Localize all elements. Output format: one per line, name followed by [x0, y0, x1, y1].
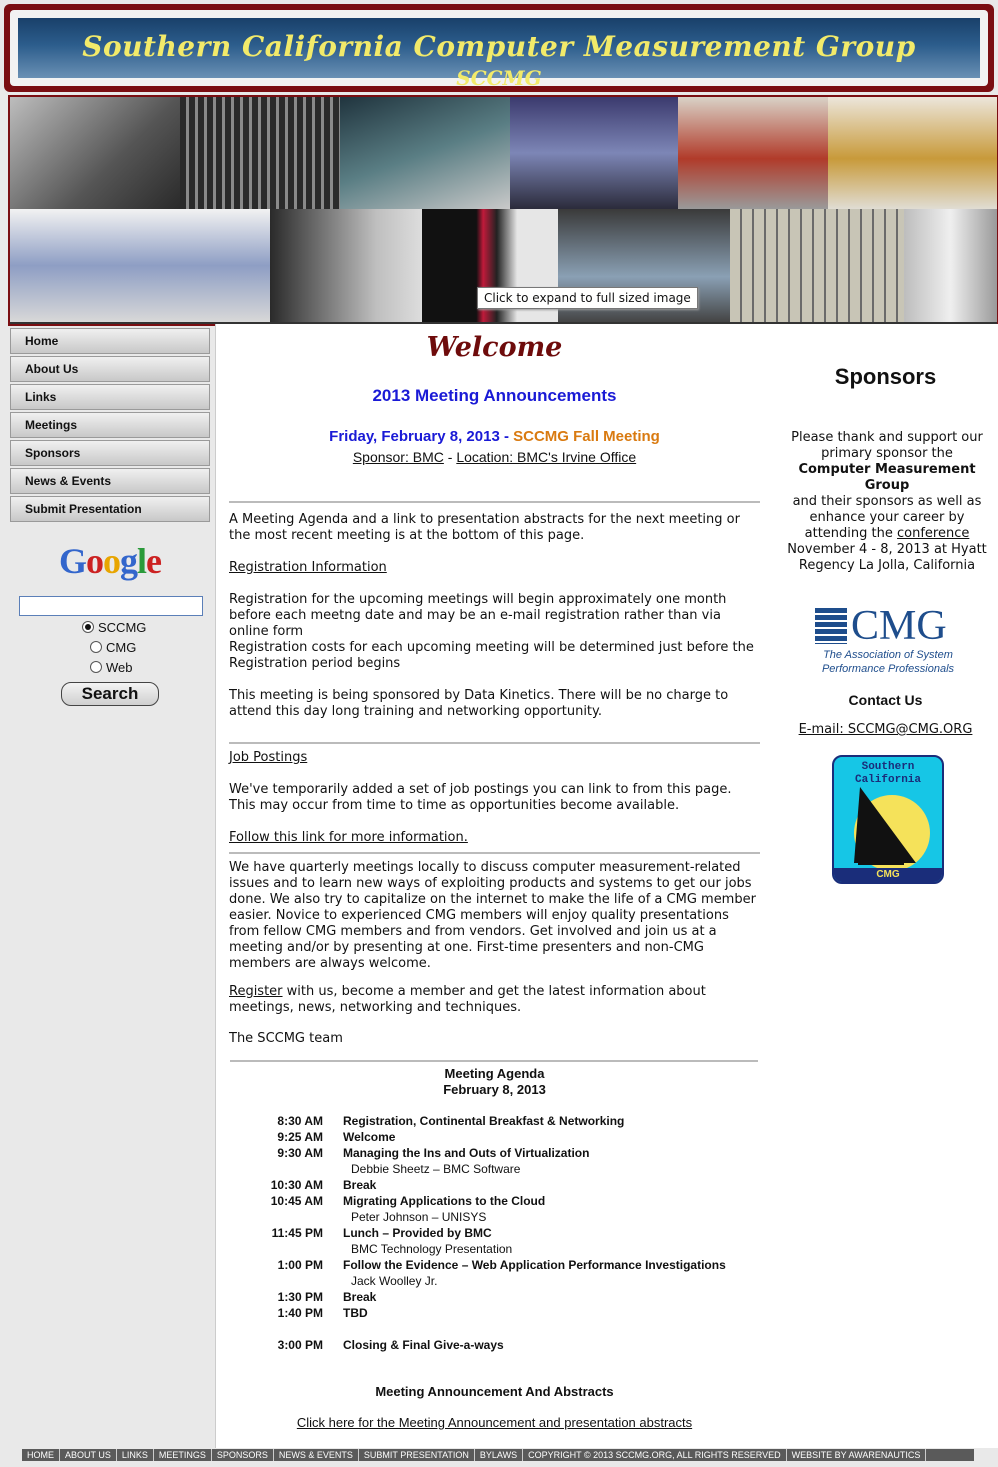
site-banner [4, 4, 994, 92]
sailboat-icon [844, 777, 924, 869]
welcome-heading: Welcome [426, 332, 563, 363]
agenda-time: 1:00 PM [277, 1258, 323, 1272]
collage-tooltip: Click to expand to full sized image [477, 287, 698, 309]
intro-text: A Meeting Agenda and a link to presentation abstracts for the next meeting or the most recent meeting is at the bottom of this page. [229, 512, 740, 543]
agenda-item: Welcome [343, 1130, 396, 1144]
main-content [215, 324, 774, 1448]
nav-news-events[interactable]: News & Events [10, 468, 210, 494]
cmg-logo[interactable] [813, 603, 963, 678]
meeting-headline [216, 428, 773, 445]
sponsor-text-3: November 4 - 8, 2013 at Hyatt Regency La Jolla, California [787, 542, 987, 573]
badge-text-1: Southern [861, 761, 915, 773]
search-option-sccmg[interactable] [10, 620, 210, 638]
cmg-stripes-icon [815, 608, 847, 644]
job-postings-text: We've temporarily added a set of job postings you can link to from this page. This may occur from time to time as opportunities become available. [229, 782, 732, 813]
cmg-tagline-2: Performance Professionals [821, 663, 955, 675]
agenda-time: 9:30 AM [277, 1146, 323, 1160]
footer-about-link[interactable]: ABOUT US [60, 1449, 117, 1461]
cmg-tagline-1: The Association of System [823, 649, 953, 661]
agenda-date: February 8, 2013 [443, 1082, 546, 1097]
nav-links[interactable]: Links [10, 384, 210, 410]
site-subtitle: SCCMG [456, 66, 542, 90]
sponsor-text [787, 430, 987, 574]
sponsor-text-2: and their sponsors as well as enhance your career by attending the [792, 494, 982, 541]
agenda-item: Managing the Ins and Outs of Virtualization [343, 1146, 590, 1160]
nav-submit-presentation[interactable]: Submit Presentation [10, 496, 210, 522]
sponsor-link[interactable]: Sponsor: BMC [352, 449, 444, 465]
collage-photo [510, 97, 678, 209]
abstracts-link-row [216, 1415, 773, 1430]
nav-home[interactable]: Home [10, 328, 210, 354]
registration-text-1: Registration for the upcoming meetings will begin approximately one month before each meetng date and may be an e-mail registration rather than via online form [229, 592, 727, 639]
agenda-item: Registration, Continental Breakfast & Networking [343, 1114, 625, 1128]
footer-credit[interactable]: WEBSITE BY AWARENAUTICS [787, 1449, 927, 1461]
right-sidebar [773, 324, 998, 1448]
agenda-item: Closing & Final Give-a-ways [343, 1338, 504, 1352]
banner-panel [18, 18, 980, 90]
google-logo: Google [58, 541, 161, 581]
radio-label: Web [106, 660, 133, 675]
agenda-item: Follow the Evidence – Web Application Performance Investigations [343, 1258, 726, 1272]
nav-meetings[interactable]: Meetings [10, 412, 210, 438]
register-link[interactable]: Register [229, 984, 283, 999]
meeting-name: SCCMG Fall Meeting [513, 428, 660, 445]
agenda-title: Meeting Agenda [444, 1066, 545, 1081]
collage-photo [10, 209, 270, 322]
divider [229, 852, 760, 854]
register-rest: with us, become a member and get the latest information about meetings, news, networking and techniques. [229, 984, 706, 1015]
footer-copyright: COPYRIGHT © 2013 SCCMG.ORG, ALL RIGHTS RESERVED [523, 1449, 787, 1461]
job-postings-link[interactable]: Follow this link for more information. [229, 830, 468, 845]
search-input[interactable] [19, 596, 203, 616]
collage-photo [340, 97, 510, 209]
collage-photo [10, 97, 180, 209]
agenda-item: TBD [343, 1306, 368, 1320]
nav-sponsors[interactable]: Sponsors [10, 440, 210, 466]
sponsor-text-1: Please thank and support our primary sponsor the [791, 430, 983, 461]
divider [229, 501, 760, 503]
agenda-time: 9:25 AM [277, 1130, 323, 1144]
abstracts-title: Meeting Announcement And Abstracts [375, 1384, 614, 1399]
footer-home-link[interactable]: HOME [22, 1449, 60, 1461]
agenda-item: Lunch – Provided by BMC [343, 1226, 492, 1240]
collage-photo [828, 97, 997, 209]
agenda-time: 11:45 PM [271, 1226, 323, 1240]
collage-photo [904, 209, 997, 322]
job-postings-heading: Job Postings [229, 750, 308, 765]
registration-heading: Registration Information [229, 560, 387, 575]
sponsorship-text: This meeting is being sponsored by Data Kinetics. There will be no charge to attend this day long training and networking opportunity. [229, 688, 729, 719]
abstracts-link[interactable]: Click here for the Meeting Announcement and presentation abstracts [296, 1415, 693, 1430]
search-button[interactable]: Search [61, 682, 159, 706]
badge-text-2: California [854, 774, 921, 786]
contact-title: Contact Us [848, 692, 923, 708]
registration-text-2: Registration costs for each upcoming meeting will be determined just before the Registration period begins [229, 640, 754, 671]
agenda-time: 1:30 PM [277, 1290, 323, 1304]
agenda-time: 10:45 AM [270, 1194, 323, 1208]
meeting-date: Friday, February 8, 2013 - [329, 428, 509, 445]
footer-sponsors-link[interactable]: SPONSORS [212, 1449, 274, 1461]
agenda-item: Migrating Applications to the Cloud [343, 1194, 546, 1208]
collage-photo [678, 97, 828, 209]
agenda-item: Break [343, 1290, 377, 1304]
agenda-time: 3:00 PM [277, 1338, 323, 1352]
collage-photo [730, 209, 904, 322]
radio-icon[interactable] [90, 641, 102, 653]
footer-nav [22, 1449, 974, 1461]
radio-selected-icon[interactable] [82, 621, 94, 633]
agenda-presenter: Jack Woolley Jr. [351, 1274, 438, 1288]
radio-label: CMG [106, 640, 137, 655]
email-row [773, 722, 998, 737]
footer-links-link[interactable]: LINKS [117, 1449, 154, 1461]
nav-about-us[interactable]: About Us [10, 356, 210, 382]
footer-submit-link[interactable]: SUBMIT PRESENTATION [359, 1449, 475, 1461]
search-option-cmg[interactable] [10, 640, 210, 658]
meeting-details [216, 449, 773, 465]
banner-frame [10, 10, 988, 90]
agenda-presenter: Peter Johnson – UNISYS [351, 1210, 487, 1224]
search-option-web[interactable] [10, 660, 210, 678]
footer-meetings-link[interactable]: MEETINGS [154, 1449, 212, 1461]
separator: - [447, 449, 453, 465]
badge-label: CMG [834, 868, 942, 882]
agenda-time: 1:40 PM [277, 1306, 323, 1320]
site-title: Southern California Computer Measurement Group [82, 30, 916, 63]
agenda-time: 10:30 AM [270, 1178, 323, 1192]
agenda-presenter: Debbie Sheetz – BMC Software [351, 1162, 521, 1176]
announcements-title: 2013 Meeting Announcements [372, 386, 617, 405]
collage-photo [180, 97, 340, 209]
register-text [229, 984, 760, 1016]
agenda-presenter: BMC Technology Presentation [351, 1242, 513, 1256]
sponsor-name: Computer Measurement Group [798, 462, 976, 493]
conference-link[interactable]: conference [897, 526, 970, 541]
left-sidebar [10, 328, 210, 706]
sccmg-badge [832, 755, 944, 884]
signoff: The SCCMG team [229, 1031, 343, 1046]
cmg-wordmark: CMG [851, 603, 947, 649]
location-link[interactable]: Location: BMC's Irvine Office [456, 449, 637, 465]
about-text: We have quarterly meetings locally to discuss computer measurement-related issues and to learn new ways of exploiting products and systems to get our jobs done. We also try to capitalize on the internet to make the life of a CMG member easier. Novice to experienced CMG members will enjoy quality presentations from fellow CMG members and from vendors. Get involved and join us at a meeting and/or by presenting at one. First-time presenters and non-CMG members are always welcome. [229, 860, 756, 971]
agenda-time: 8:30 AM [277, 1114, 323, 1128]
divider [229, 742, 760, 744]
footer-bylaws-link[interactable]: BYLAWS [475, 1449, 523, 1461]
sponsors-title: Sponsors [834, 364, 937, 389]
email-link[interactable]: E-mail: SCCMG@CMG.ORG [798, 722, 973, 737]
radio-label: SCCMG [98, 620, 147, 635]
radio-icon[interactable] [90, 661, 102, 673]
agenda-item: Break [343, 1178, 377, 1192]
footer-news-link[interactable]: NEWS & EVENTS [274, 1449, 359, 1461]
collage-photo [270, 209, 422, 322]
divider [230, 1060, 758, 1062]
